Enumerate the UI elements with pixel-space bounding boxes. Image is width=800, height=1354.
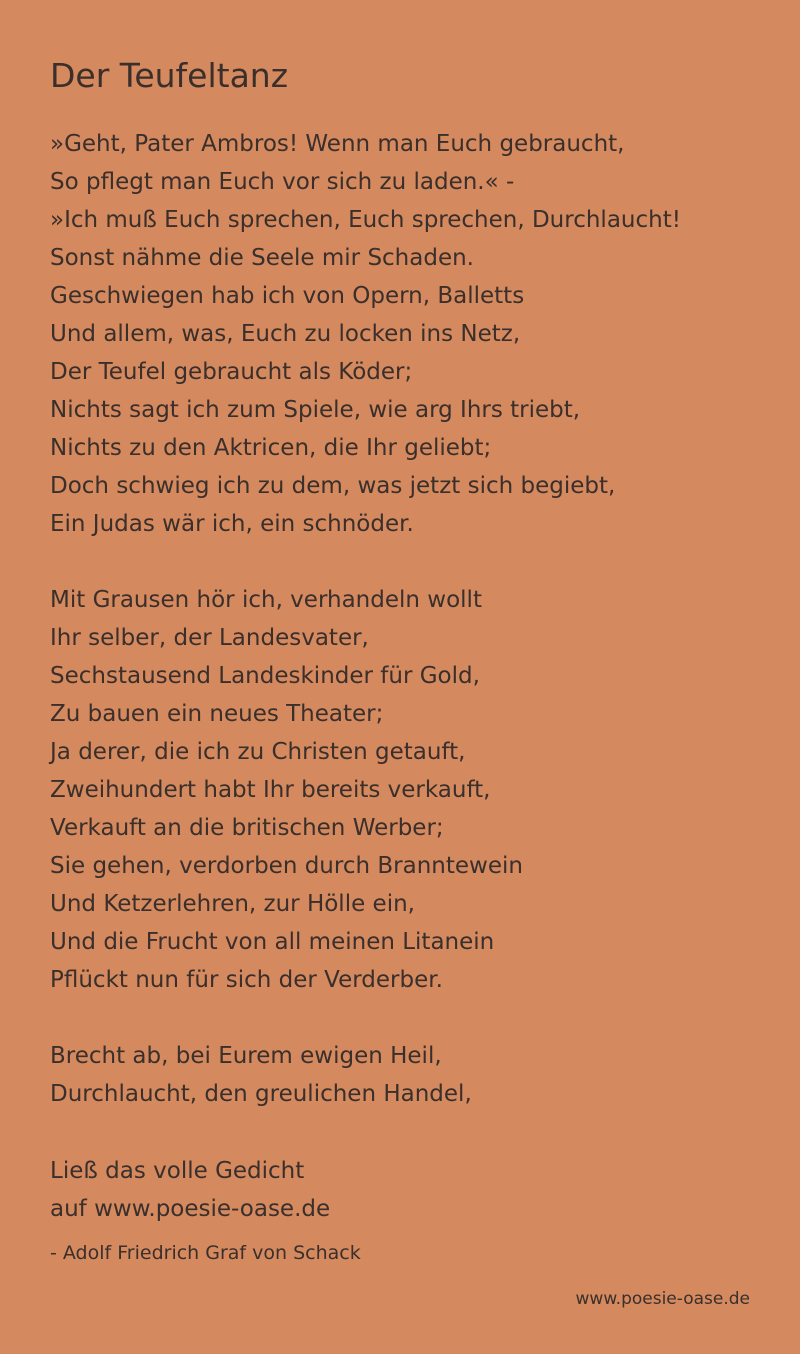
read-more-note <box>50 1152 330 1228</box>
poem-line: Pflückt nun für sich der Verderber. <box>50 967 443 993</box>
poem-title: Der Teufeltanz <box>50 56 289 95</box>
stanza-1 <box>50 125 760 543</box>
poem-line: Brecht ab, bei Eurem ewigen Heil, <box>50 1043 442 1069</box>
poem-line: Nichts sagt ich zum Spiele, wie arg Ihrs triebt, <box>50 397 581 423</box>
poem-line: Sonst nähme die Seele mir Schaden. <box>50 245 474 271</box>
poem-line: Mit Grausen hör ich, verhandeln wollt <box>50 587 482 613</box>
poem-line: Zu bauen ein neues Theater; <box>50 701 384 727</box>
site-watermark: www.poesie-oase.de <box>575 1289 750 1309</box>
poem-line: Nichts zu den Aktricen, die Ihr geliebt; <box>50 435 492 461</box>
poem-line: Und allem, was, Euch zu locken ins Netz, <box>50 321 521 347</box>
poem-line: Und die Frucht von all meinen Litanein <box>50 929 495 955</box>
stanza-2 <box>50 581 760 999</box>
poem-line: Ein Judas wär ich, ein schnöder. <box>50 511 414 537</box>
poem-line: So pflegt man Euch vor sich zu laden.« - <box>50 169 515 195</box>
poem-body <box>50 125 760 1151</box>
poem-line: Sie gehen, verdorben durch Branntewein <box>50 853 523 879</box>
read-more-link-line: auf www.poesie-oase.de <box>50 1196 331 1222</box>
poem-line: Sechstausend Landeskinder für Gold, <box>50 663 480 689</box>
read-more-line: Ließ das volle Gedicht <box>50 1158 305 1184</box>
poem-line: Und Ketzerlehren, zur Hölle ein, <box>50 891 415 917</box>
poem-line: Zweihundert habt Ihr bereits verkauft, <box>50 777 491 803</box>
poem-line: Ja derer, die ich zu Christen getauft, <box>50 739 466 765</box>
poem-line: Ihr selber, der Landesvater, <box>50 625 369 651</box>
poem-line: Der Teufel gebraucht als Köder; <box>50 359 413 385</box>
poem-author: - Adolf Friedrich Graf von Schack <box>50 1242 361 1264</box>
poem-line: Durchlaucht, den greulichen Handel, <box>50 1081 472 1107</box>
stanza-3 <box>50 1037 760 1113</box>
poem-line: Verkauft an die britischen Werber; <box>50 815 444 841</box>
poem-line: »Geht, Pater Ambros! Wenn man Euch gebraucht, <box>50 131 625 157</box>
poem-line: »Ich muß Euch sprechen, Euch sprechen, Durchlaucht! <box>50 207 681 233</box>
poem-line: Doch schwieg ich zu dem, was jetzt sich begiebt, <box>50 473 616 499</box>
poem-line: Geschwiegen hab ich von Opern, Balletts <box>50 283 525 309</box>
